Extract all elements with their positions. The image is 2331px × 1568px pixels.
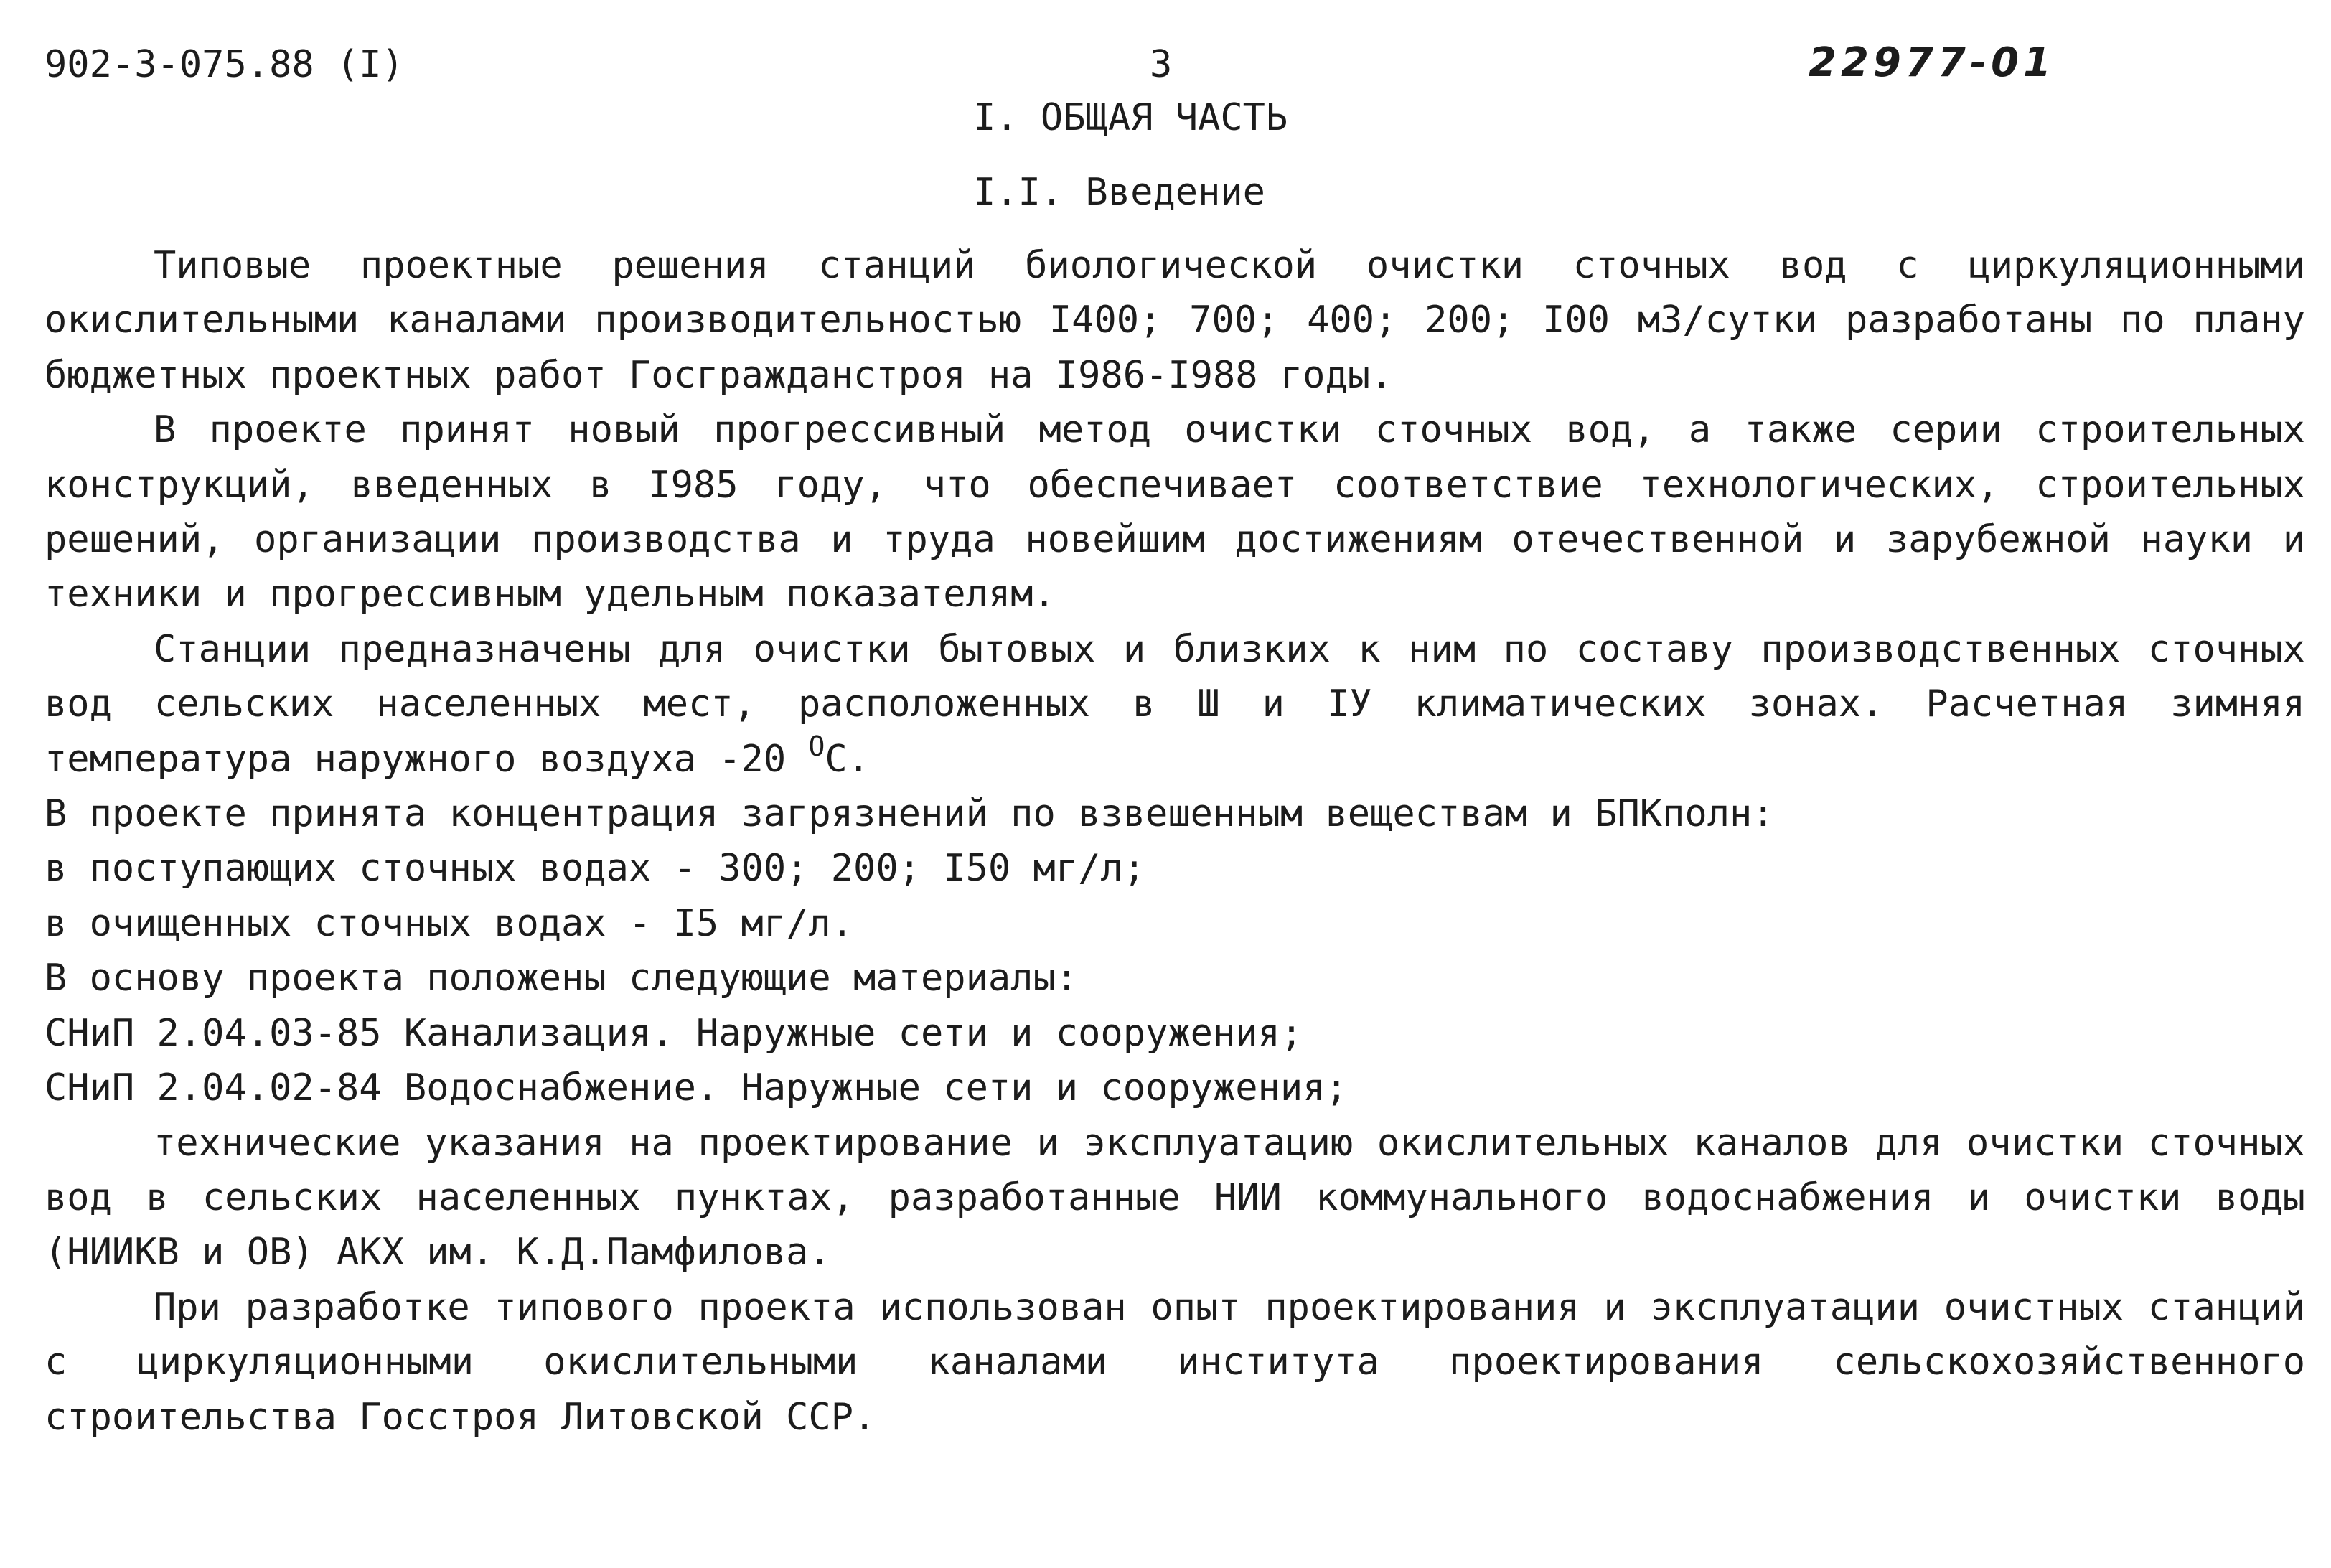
paragraph-experience: При разработке типового проекта использован опыт проектирования и эксплуатации очистных станций с циркуляционными окислительными каналами института проектирования сельскохозяйственного строительства Госстроя Литовской ССР.	[44, 1285, 2305, 1439]
page-number: 3	[1150, 43, 1173, 86]
paragraph-concentration: В проекте принята концентрация загрязнений по взвешенным веществам и БПКполн:	[44, 792, 1775, 836]
document-code: 902-3-075.88 (I)	[44, 43, 404, 86]
paragraph-stations-end: С.	[825, 737, 870, 781]
paragraph-technical-guidelines: технические указания на проектирование и эксплуатацию окислительных каналов для очистки сточных вод в сельских населенных пунктах, разработанные НИИ коммунального водоснабжения и очистки воды (НИИКВ и ОВ) АКХ им. К.Д.Памфилова.	[44, 1121, 2305, 1274]
section-title: I. ОБЩАЯ ЧАСТЬ	[973, 96, 1288, 139]
paragraph-stations-text: Станции предназначены для очистки бытовых и близких к ним по составу производственных сточных вод сельских населенных мест, расположенных в Ш и IУ климатических зонах. Расчетная зимняя температура наружного воздуха -20	[44, 627, 2305, 781]
body-text	[44, 238, 2305, 1445]
sheet-number: 22977-01	[1809, 39, 2055, 86]
list-item-incoming: в поступающих сточных водах - 300; 200; I50 мг/л;	[44, 847, 1146, 891]
list-item-treated: в очищенных сточных водах - I5 мг/л.	[44, 901, 854, 945]
paragraph-method: В проекте принят новый прогрессивный метод очистки сточных вод, а также серии строительных конструкций, введенных в I985 году, что обеспечивает соответствие технологических, строительных решений, организации производства и труда новейшим достижениям отечественной и зарубежной науки и техники и прогрессивным удельным показателям.	[44, 408, 2305, 616]
list-item-snip-water: СНиП 2.04.02-84 Водоснабжение. Наружные сети и сооружения;	[44, 1066, 1348, 1110]
materials-heading: В основу проекта положены следующие материалы:	[44, 957, 1079, 1000]
paragraph-intro: Типовые проектные решения станций биологической очистки сточных вод с циркуляционными окислительными каналами производительностью I400; 700; 400; 200; I00 м3/сутки разработаны по плану бюджетных проектных работ Госгражданстроя на I986-I988 годы.	[44, 244, 2305, 397]
list-item-snip-sewerage: СНиП 2.04.03-85 Канализация. Наружные сети и сооружения;	[44, 1011, 1303, 1055]
subsection-title: I.I. Введение	[973, 171, 1265, 214]
paragraph-stations	[44, 622, 2305, 787]
degree-sign: О	[808, 730, 825, 762]
